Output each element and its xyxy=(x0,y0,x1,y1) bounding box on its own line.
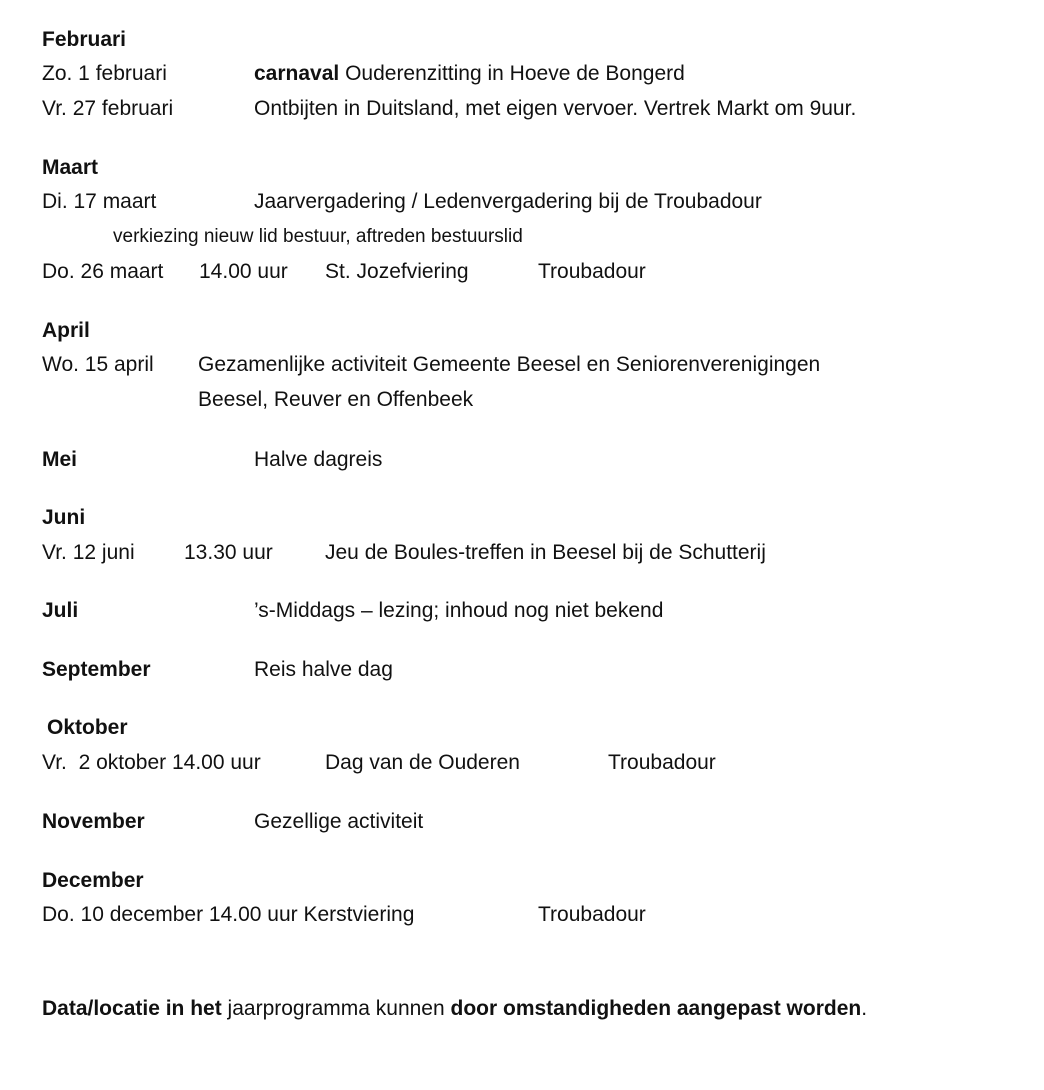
event-februari-2: Ontbijten in Duitsland, met eigen vervoer. Vertrek Markt om 9uur. xyxy=(254,97,857,120)
heading-april: April xyxy=(42,319,90,342)
date-februari-2: Vr. 27 februari xyxy=(42,97,174,120)
event-oktober-1: Dag van de Ouderen xyxy=(325,751,520,774)
event-april-1-cont: Beesel, Reuver en Offenbeek xyxy=(198,388,474,411)
event-februari-1-bold: carnaval xyxy=(254,62,340,85)
date-maart-1: Di. 17 maart xyxy=(42,190,157,213)
heading-maart: Maart xyxy=(42,156,99,179)
heading-december: December xyxy=(42,869,144,892)
event-maart-1: Jaarvergadering / Ledenvergadering bij de Troubadour xyxy=(254,190,762,213)
event-maart-2: St. Jozefviering xyxy=(325,260,469,283)
event-februari-1-text: Ouderenzitting in Hoeve de Bongerd xyxy=(339,62,685,85)
footer-note xyxy=(42,998,867,1019)
event-mei: Halve dagreis xyxy=(254,448,383,471)
event-juli: ’s-Middags – lezing; inhoud nog niet bekend xyxy=(254,599,664,622)
footer-note-bold-2: door omstandigheden aangepast worden xyxy=(450,997,862,1020)
date-april-1: Wo. 15 april xyxy=(42,353,154,376)
footer-note-text-2: . xyxy=(861,997,868,1020)
date-oktober-1: Vr. 2 oktober 14.00 uur xyxy=(42,751,261,774)
event-maart-1-note: verkiezing nieuw lid bestuur, aftreden bestuurslid xyxy=(113,226,523,247)
time-maart-2: 14.00 uur xyxy=(199,260,288,283)
heading-juli: Juli xyxy=(42,599,79,622)
heading-november: November xyxy=(42,810,145,833)
heading-oktober: Oktober xyxy=(47,716,128,739)
event-september: Reis halve dag xyxy=(254,658,393,681)
location-oktober-1: Troubadour xyxy=(608,751,716,774)
heading-juni: Juni xyxy=(42,506,86,529)
location-december-1: Troubadour xyxy=(538,903,646,926)
footer-note-text-1: jaarprogramma kunnen xyxy=(221,997,451,1020)
location-maart-2: Troubadour xyxy=(538,260,646,283)
date-juni-1: Vr. 12 juni xyxy=(42,541,135,564)
date-februari-1: Zo. 1 februari xyxy=(42,62,167,85)
heading-mei: Mei xyxy=(42,448,78,471)
event-april-1: Gezamenlijke activiteit Gemeente Beesel en Seniorenverenigingen xyxy=(198,353,821,376)
footer-note-bold-1: Data/locatie in het xyxy=(42,997,222,1020)
event-februari-1 xyxy=(254,63,685,84)
event-juni-1: Jeu de Boules-treffen in Beesel bij de Schutterij xyxy=(325,541,766,564)
event-december-1: Do. 10 december 14.00 uur Kerstviering xyxy=(42,903,415,926)
heading-februari: Februari xyxy=(42,28,127,51)
event-november: Gezellige activiteit xyxy=(254,810,424,833)
date-maart-2: Do. 26 maart xyxy=(42,260,164,283)
time-juni-1: 13.30 uur xyxy=(184,541,273,564)
heading-september: September xyxy=(42,658,151,681)
